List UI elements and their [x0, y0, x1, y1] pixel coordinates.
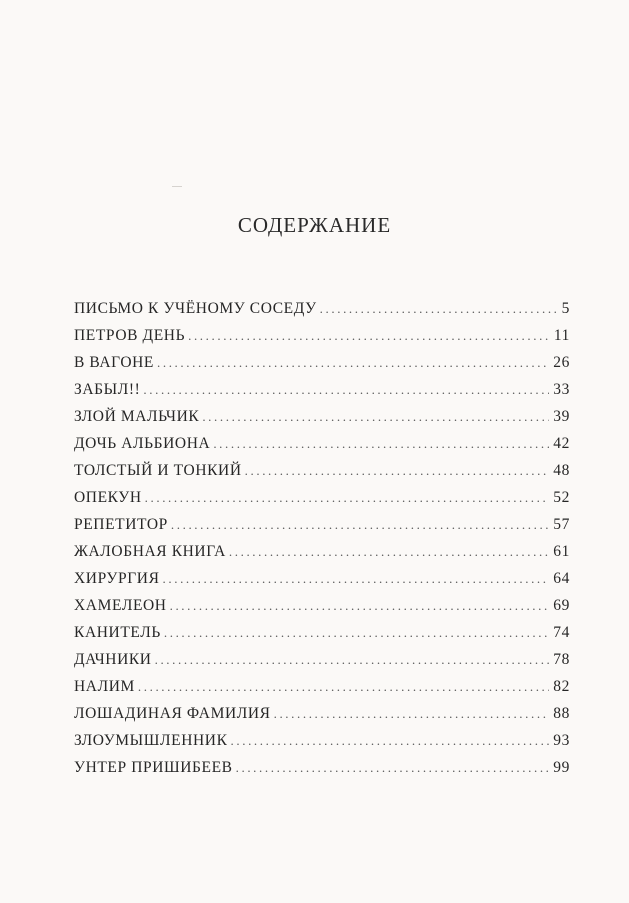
dot-leader	[213, 436, 549, 452]
dot-leader	[236, 760, 550, 776]
dot-leader	[138, 679, 549, 695]
toc-entry-title: НАЛИМ	[74, 678, 135, 695]
toc-entry-page: 64	[553, 570, 570, 587]
dot-leader	[157, 355, 549, 371]
dot-leader	[170, 598, 550, 614]
toc-entry-page: 82	[553, 678, 570, 695]
toc-entry[interactable]	[74, 408, 570, 435]
toc-entry[interactable]	[74, 354, 570, 381]
toc-entry-page: 57	[553, 516, 570, 533]
dot-leader	[163, 571, 550, 587]
dot-leader	[188, 328, 550, 344]
toc-entry-title: ЗЛОЙ МАЛЬЧИК	[74, 408, 200, 425]
toc-entry[interactable]	[74, 327, 570, 354]
toc-entry[interactable]	[74, 435, 570, 462]
dot-leader	[202, 409, 549, 425]
toc-entry-page: 5	[561, 300, 570, 317]
toc-entry-title: ОПЕКУН	[74, 489, 142, 506]
page-title: СОДЕРЖАНИЕ	[237, 213, 392, 237]
dot-leader	[274, 706, 550, 722]
toc-entry[interactable]	[74, 624, 570, 651]
toc-entry-page: 11	[553, 327, 570, 344]
toc-entry-title: ТОЛСТЫЙ И ТОНКИЙ	[74, 462, 242, 479]
toc-entry[interactable]	[74, 543, 570, 570]
toc-entry[interactable]	[74, 516, 570, 543]
toc-entry[interactable]	[74, 678, 570, 705]
toc-entry-page: 99	[553, 759, 570, 776]
toc-entry-title: ЖАЛОБНАЯ КНИГА	[74, 543, 226, 560]
toc-entry-page: 26	[553, 354, 570, 371]
toc-entry-title: ДАЧНИКИ	[74, 651, 152, 668]
toc-entry-title: ЗАБЫЛ!!	[74, 381, 141, 398]
toc-entry-title: РЕПЕТИТОР	[74, 516, 168, 533]
toc-entry-page: 39	[553, 408, 570, 425]
toc-entry-page: 74	[553, 624, 570, 641]
toc-entry-title: В ВАГОНЕ	[74, 354, 154, 371]
toc-entry[interactable]	[74, 651, 570, 678]
toc-entry-title: УНТЕР ПРИШИБЕЕВ	[74, 759, 233, 776]
toc-entry-page: 93	[553, 732, 570, 749]
toc-entry[interactable]	[74, 759, 570, 786]
toc-entry[interactable]	[74, 300, 570, 327]
toc-entry-page: 78	[553, 651, 570, 668]
toc-entry-title: КАНИТЕЛЬ	[74, 624, 161, 641]
toc-entry[interactable]	[74, 732, 570, 759]
toc-entry-title: ПИСЬМО К УЧЁНОМУ СОСЕДУ	[74, 300, 317, 317]
dot-leader	[229, 544, 549, 560]
dot-leader	[245, 463, 550, 479]
toc-entry-page: 48	[553, 462, 570, 479]
dot-leader	[164, 625, 549, 641]
toc-entry-title: ХАМЕЛЕОН	[74, 597, 167, 614]
toc-entry[interactable]	[74, 489, 570, 516]
toc-entry[interactable]	[74, 570, 570, 597]
toc-entry-title: ЗЛОУМЫШЛЕННИК	[74, 732, 228, 749]
toc-entry[interactable]	[74, 597, 570, 624]
toc-entry[interactable]	[74, 381, 570, 408]
table-of-contents	[74, 300, 570, 786]
toc-entry-page: 61	[553, 543, 570, 560]
toc-entry-title: ДОЧЬ АЛЬБИОНА	[74, 435, 211, 452]
toc-entry[interactable]	[74, 462, 570, 489]
dot-leader	[171, 517, 549, 533]
toc-entry-title: ХИРУРГИЯ	[74, 570, 160, 587]
dot-leader	[143, 382, 549, 398]
toc-entry-page: 52	[553, 489, 570, 506]
toc-entry-page: 33	[553, 381, 570, 398]
dot-leader	[155, 652, 550, 668]
toc-entry-page: 69	[553, 597, 570, 614]
dot-leader	[145, 490, 550, 506]
toc-entry-page: 42	[553, 435, 570, 452]
dot-leader	[231, 733, 550, 749]
toc-entry-title: ЛОШАДИНАЯ ФАМИЛИЯ	[74, 705, 271, 722]
toc-entry-page: 88	[553, 705, 570, 722]
dot-leader	[320, 301, 558, 317]
paper-mark	[172, 186, 182, 187]
toc-entry[interactable]	[74, 705, 570, 732]
toc-entry-title: ПЕТРОВ ДЕНЬ	[74, 327, 186, 344]
